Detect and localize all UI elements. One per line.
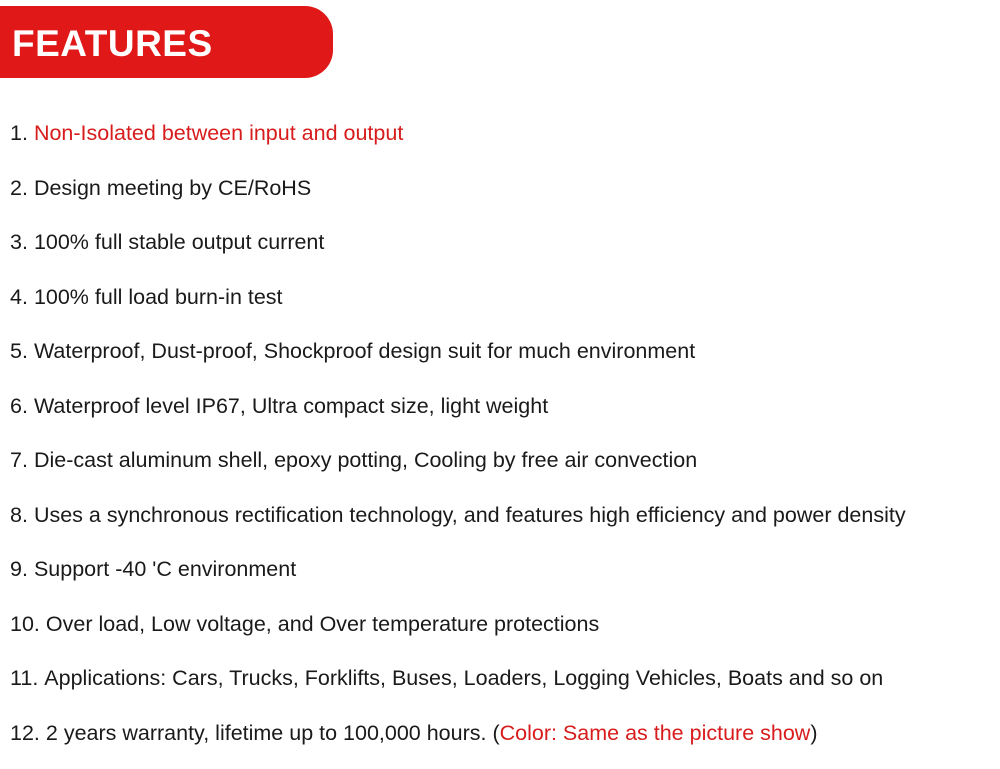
- feature-number: 8.: [10, 497, 28, 533]
- feature-number: 11.: [10, 660, 38, 696]
- feature-item-1: [10, 115, 906, 170]
- feature-text: Waterproof, Dust-proof, Shockproof design suit for much environment: [34, 333, 695, 369]
- feature-item-6: [10, 388, 906, 443]
- feature-number: 12.: [10, 715, 40, 751]
- feature-text: Applications: Cars, Trucks, Forklifts, Buses, Loaders, Logging Vehicles, Boats and so on: [44, 660, 883, 696]
- feature-item-8: [10, 497, 906, 552]
- feature-item-9: [10, 551, 906, 606]
- feature-number: 2.: [10, 170, 28, 206]
- feature-number: 10.: [10, 606, 40, 642]
- feature-item-11: [10, 660, 906, 715]
- feature-item-3: [10, 224, 906, 279]
- banner-title: FEATURES: [12, 24, 213, 64]
- feature-text-tail: ): [810, 715, 817, 751]
- feature-text: Waterproof level IP67, Ultra compact size, light weight: [34, 388, 548, 424]
- feature-item-7: [10, 442, 906, 497]
- feature-number: 1.: [10, 115, 28, 151]
- feature-number: 4.: [10, 279, 28, 315]
- feature-text: Uses a synchronous rectification technology, and features high efficiency and power density: [34, 497, 906, 533]
- feature-item-2: [10, 170, 906, 225]
- feature-text: Die-cast aluminum shell, epoxy potting, Cooling by free air convection: [34, 442, 697, 478]
- feature-text: 100% full stable output current: [34, 224, 324, 260]
- feature-number: 6.: [10, 388, 28, 424]
- feature-text: Over load, Low voltage, and Over temperature protections: [46, 606, 599, 642]
- feature-list: [10, 115, 906, 769]
- feature-item-12: [10, 715, 906, 769]
- feature-text: 100% full load burn-in test: [34, 279, 283, 315]
- feature-number: 3.: [10, 224, 28, 260]
- feature-item-4: [10, 279, 906, 334]
- feature-item-10: [10, 606, 906, 661]
- feature-text: 2 years warranty, lifetime up to 100,000 hours. (: [46, 715, 500, 751]
- feature-number: 9.: [10, 551, 28, 587]
- feature-color-note: Color: Same as the picture show: [500, 715, 811, 751]
- feature-number: 5.: [10, 333, 28, 369]
- feature-item-5: [10, 333, 906, 388]
- feature-text: Support -40 'C environment: [34, 551, 296, 587]
- feature-text: Non-Isolated between input and output: [34, 115, 403, 151]
- features-banner: [0, 6, 333, 78]
- feature-text: Design meeting by CE/RoHS: [34, 170, 311, 206]
- feature-number: 7.: [10, 442, 28, 478]
